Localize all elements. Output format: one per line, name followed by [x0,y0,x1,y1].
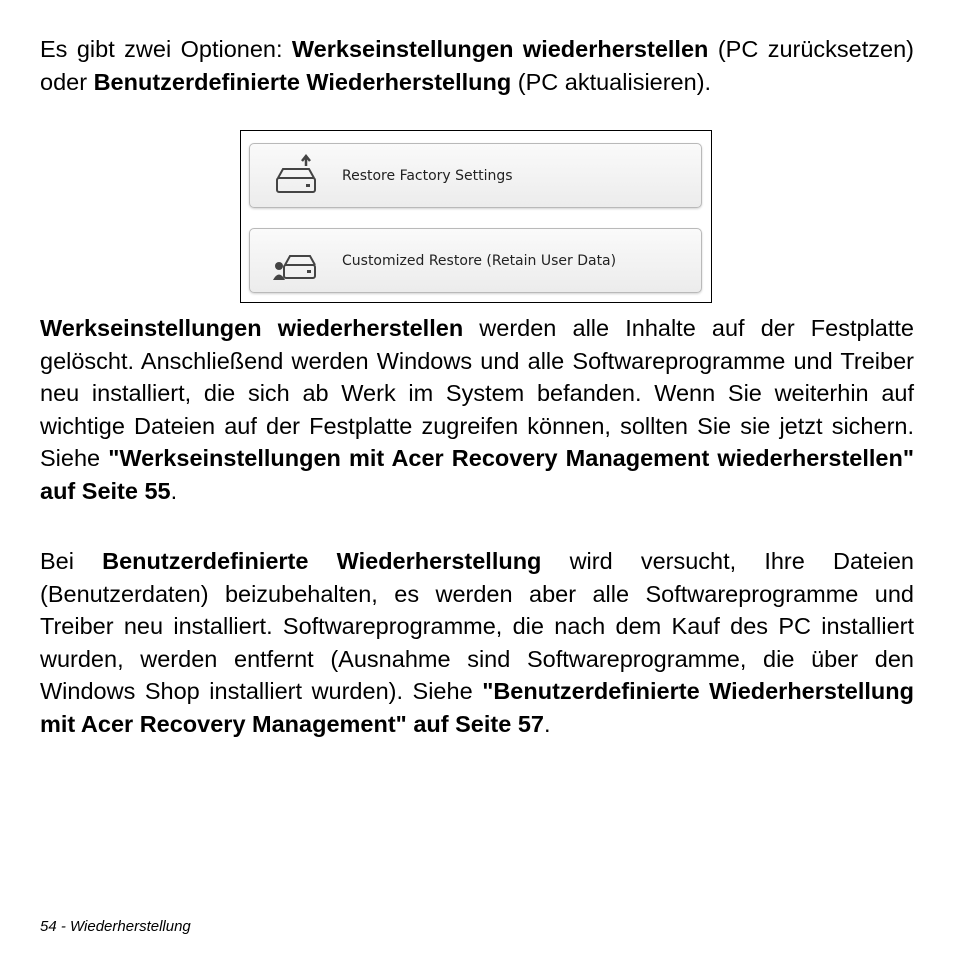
factory-bold-term: Werkseinstellungen wiederherstellen [40,315,464,341]
intro-text: Es gibt zwei Optionen: [40,36,292,62]
factory-reference-link[interactable]: "Werkseinstellungen mit Acer Recovery Management wiederherstellen" auf Seite 55 [40,445,914,504]
restore-options-screenshot [240,130,712,303]
restore-factory-settings-button[interactable] [249,143,702,208]
drive-user-icon [272,239,320,283]
intro-paragraph [40,33,914,98]
custom-text: Bei [40,548,103,574]
factory-reset-paragraph [40,312,914,507]
drive-upload-icon [272,154,320,198]
restore-factory-settings-label: Restore Factory Settings [342,168,513,184]
factory-text: werden alle Inhalte auf der Festplatte gelöscht. Anschließend werden Windows und alle Softwareprogramme und Treiber neu installiert, die sich ab Werk im System befanden. Wenn Sie weiterhin auf wichtige Dateien auf der Festplatte zugreifen können, sollten Sie sie jetzt sichern. Siehe [40,315,914,471]
custom-reference-link[interactable]: "Benutzerdefinierte Wiederherstellung mit Acer Recovery Management" auf Seite 57 [40,678,914,737]
customized-restore-label: Customized Restore (Retain User Data) [342,253,617,269]
intro-text: (PC zurücksetzen) oder [40,36,914,95]
custom-bold-term: Benutzerdefinierte Wiederherstellung [102,548,542,574]
custom-restore-paragraph [40,545,914,740]
intro-bold-custom: Benutzerdefinierte Wiederherstellung [93,68,512,95]
custom-text-end: . [543,710,551,737]
intro-text: (PC aktualisieren). [511,68,712,95]
page-footer: 54 - Wiederherstellung [40,918,191,935]
custom-text: wird versucht, Ihre Dateien (Benutzerdaten) beizubehalten, es werden aber alle Softwareprogramme und Treiber neu installiert. Softwareprogramme, die nach dem Kauf des PC installiert wurden, werden entfernt (Ausnahme sind Softwareprogramme, die über den Windows Shop installiert wurden). Siehe [40,548,914,704]
intro-bold-factory: Werkseinstellungen wiederherstellen [291,36,709,62]
customized-restore-button[interactable] [249,228,702,293]
factory-text-end: . [170,477,178,504]
